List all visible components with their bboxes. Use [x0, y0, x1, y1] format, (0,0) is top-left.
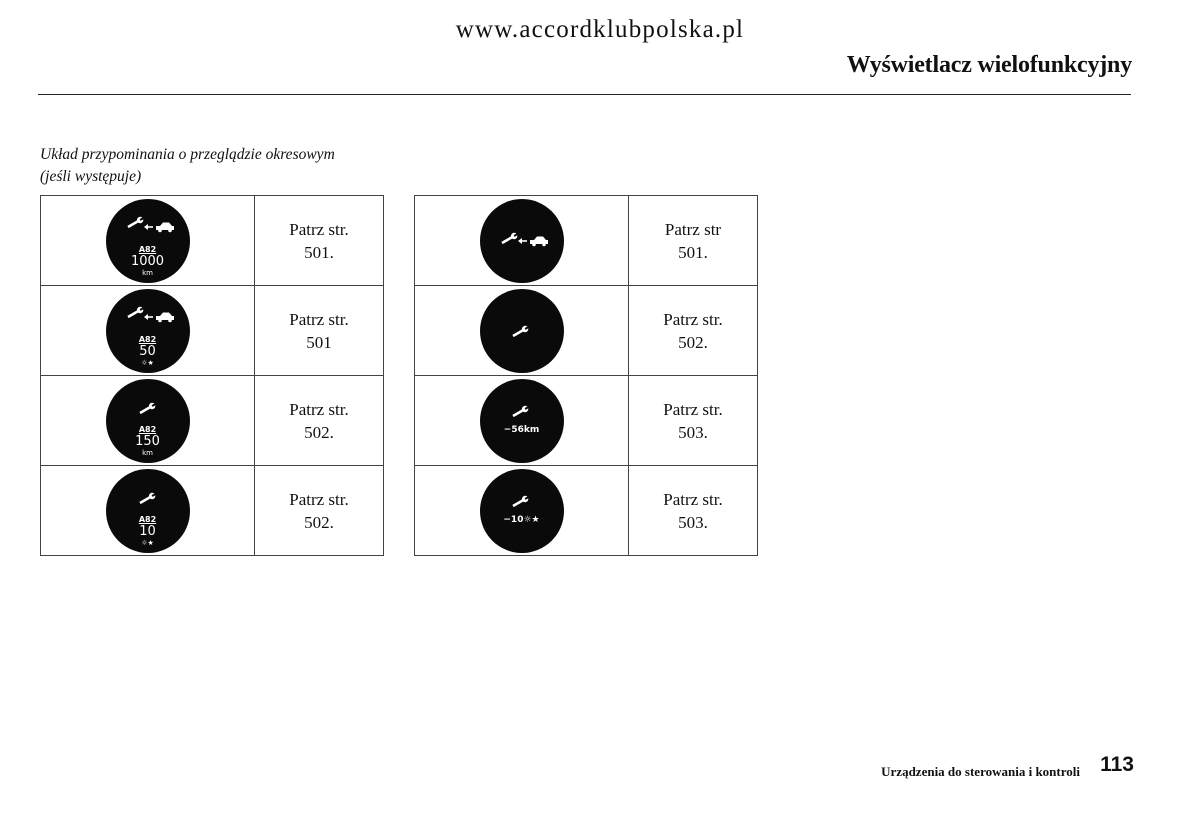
reference-label: Patrz str.: [663, 489, 723, 509]
reference-label: Patrz str.: [289, 309, 349, 329]
display-dial: [106, 289, 190, 373]
section-title: Wyświetlacz wielofunkcyjny: [846, 52, 1132, 78]
code-label: A82: [138, 244, 157, 254]
reference-label: Patrz str: [664, 219, 722, 239]
unit-label: km: [142, 448, 153, 457]
code-label: A82: [138, 424, 157, 434]
distance-value: 1000: [130, 253, 165, 269]
days-unit-icon: ☼★: [141, 358, 154, 367]
page-reference: [629, 196, 758, 286]
display-dial: [106, 379, 190, 463]
overdue-reading: −10☼★: [503, 514, 540, 525]
display-cell: [41, 286, 255, 376]
reference-label: Patrz str.: [289, 399, 349, 419]
page-number: 113: [1100, 753, 1134, 776]
reference-label: Patrz str.: [289, 219, 349, 239]
reference-page: 502.: [678, 332, 708, 352]
wrench-icon: [138, 490, 158, 505]
code-label: A82: [138, 514, 157, 524]
table-row: [41, 376, 384, 466]
display-cell: [415, 286, 629, 376]
reference-page: 501: [306, 332, 332, 352]
display-dial: [480, 289, 564, 373]
unit-label: km: [142, 268, 153, 277]
display-dial: [480, 199, 564, 283]
display-cell: [415, 196, 629, 286]
table-row: [415, 376, 758, 466]
chapter-footer: Urządzenia do sterowania i kontroli: [881, 764, 1080, 779]
wrench-icon: [126, 214, 146, 229]
reference-page: 501.: [678, 242, 708, 262]
distance-value: 150: [135, 433, 160, 449]
reference-label: Patrz str.: [289, 489, 349, 509]
arrow-left-icon: [518, 238, 527, 244]
reference-label: Patrz str.: [663, 399, 723, 419]
table-row: [415, 286, 758, 376]
car-icon: [156, 312, 174, 322]
display-cell: [415, 376, 629, 466]
arrow-left-icon: [144, 224, 153, 230]
intro-line-2: (jeśli występuje): [40, 168, 142, 185]
page-reference: [255, 466, 384, 556]
display-cell: [41, 466, 255, 556]
display-cell: [415, 466, 629, 556]
table-row: [41, 196, 384, 286]
table-row: [41, 466, 384, 556]
overdue-reading: −56km: [503, 424, 540, 435]
arrow-left-icon: [144, 314, 153, 320]
table-row: [41, 286, 384, 376]
table-row: [415, 196, 758, 286]
display-cell: [41, 376, 255, 466]
site-url: www.accordklubpolska.pl: [455, 16, 745, 43]
code-label: A82: [138, 334, 157, 344]
wrench-icon: [511, 403, 531, 418]
maintenance-table-right: [414, 195, 758, 556]
reference-page: 503.: [678, 512, 708, 532]
days-unit-icon: ☼★: [141, 538, 154, 547]
wrench-icon: [138, 400, 158, 415]
car-icon: [530, 236, 548, 246]
maintenance-table-left: [40, 195, 384, 556]
wrench-icon: [511, 323, 531, 338]
header-divider: [38, 94, 1131, 95]
reference-page: 502.: [304, 422, 334, 442]
reference-page: 502.: [304, 512, 334, 532]
page-reference: [255, 376, 384, 466]
page-reference: [629, 286, 758, 376]
days-value: 10: [139, 523, 156, 539]
reference-page: 501.: [304, 242, 334, 262]
display-cell: [41, 196, 255, 286]
wrench-icon: [511, 493, 531, 508]
page-reference: [255, 196, 384, 286]
display-dial: [480, 469, 564, 553]
display-dial: [106, 199, 190, 283]
car-icon: [156, 222, 174, 232]
intro-caption: [40, 144, 335, 188]
wrench-icon: [126, 304, 146, 319]
intro-line-1: Układ przypominania o przeglądzie okresowym: [40, 146, 335, 163]
table-row: [415, 466, 758, 556]
days-value: 50: [139, 343, 156, 359]
display-dial: [106, 469, 190, 553]
wrench-icon: [500, 230, 520, 245]
reference-page: 503.: [678, 422, 708, 442]
page-reference: [255, 286, 384, 376]
page-reference: [629, 466, 758, 556]
display-dial: [480, 379, 564, 463]
reference-label: Patrz str.: [663, 309, 723, 329]
page-reference: [629, 376, 758, 466]
